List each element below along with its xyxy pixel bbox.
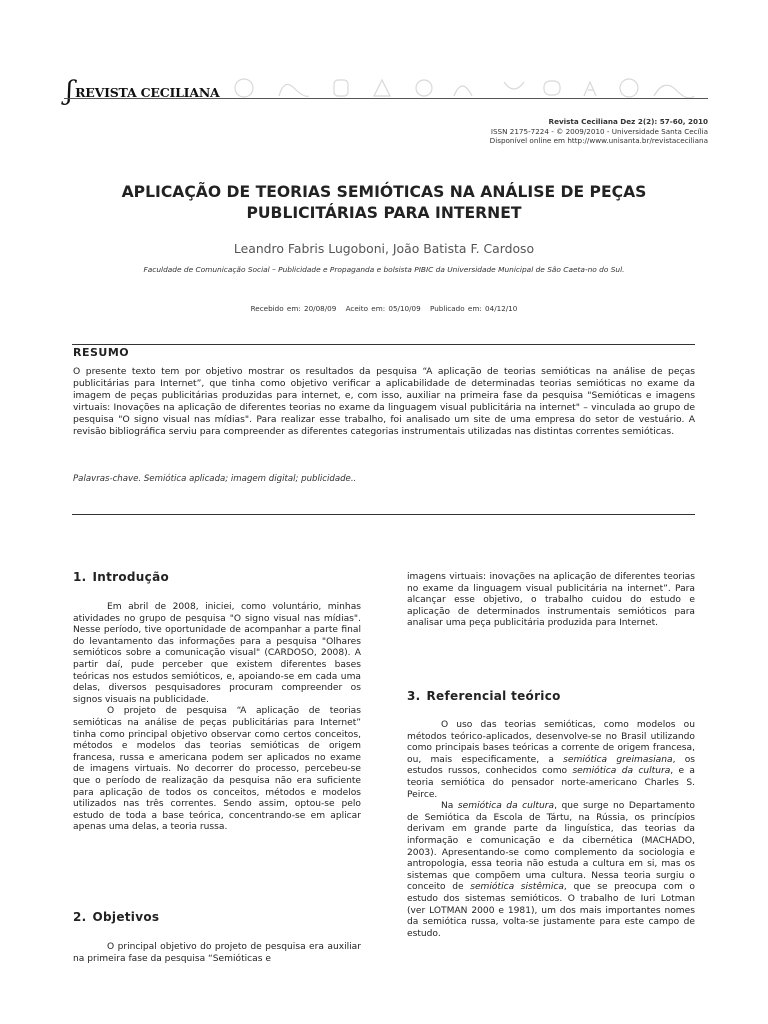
emphasis-term: semiótica sistêmica bbox=[470, 882, 564, 893]
section-heading-referencial bbox=[407, 689, 561, 703]
abstract-top-rule bbox=[72, 344, 695, 345]
intro-paragraph-2: O projeto de pesquisa “A aplicação de teorias semióticas na análise de peças publicitárias para Internet” tinha como principal objetivo observar como certos conceitos, métodos e modelos das teorias semióticas de origem francesa, russa e americana podem ser aplicados no exame de imagens virtuais. No decorrer do processo, percebeu-se que o período de realização da pesquisa não era suficiente para aplicação de todos os conceitos, métodos e modelos utilizados nas três correntes. Sendo assim, optou-se pelo estudo de toda a base teórica, concentrando-se em aplicar apenas uma delas, a teoria russa. bbox=[73, 706, 361, 833]
objetivos-paragraph-1-continued: imagens virtuais: inovações na aplicação de diferentes teorias no exame da linguagem visual publicitária na internet”. Para alcançar esse objetivo, o trabalho cuidou do estudo e aplicação de determinados instrumentais semióticos para analisar uma peça publicitária produzida para Internet. bbox=[407, 572, 695, 629]
accepted-date: Aceito em: 05/10/09 bbox=[345, 304, 421, 313]
emphasis-term: semiótica da cultura bbox=[457, 801, 555, 812]
text-run: , e a teoria semiótica do pensador norte-americano Charles S. Peirce. bbox=[407, 766, 695, 800]
text-run: , os estudos russos, conhecidos como bbox=[407, 754, 695, 777]
intro-body bbox=[73, 602, 361, 834]
intro-paragraph-1: Em abril de 2008, iniciei, como voluntário, minhas atividades no grupo de pesquisa "O signo visual nas mídias". Nesse período, tive oportunidade de acompanhar a parte final do levantamento das informações para a pesquisa "Olhares semióticos sobre a comunicação visual" (CARDOSO, 2008). A partir daí, pude perceber que existem diferentes bases teóricas nos estudos semióticos, e, apoiando-se em cada uma delas, diversos pesquisadores procuram compreender os signos visuais na publicidade. bbox=[73, 602, 361, 705]
article-dates bbox=[70, 304, 698, 313]
article-title bbox=[70, 182, 698, 224]
journal-logo bbox=[66, 78, 220, 104]
text-run: O uso das teorias semióticas, como modelos ou métodos teórico-aplicados, desenvolve-se no Brasil utilizando como principais bases teóricas a corrente de origem francesa, ou, mais especificamente, a bbox=[407, 720, 695, 765]
section-title: Introdução bbox=[92, 570, 170, 584]
text-run: , que se preocupa com o estudo dos sistemas semióticos. O trabalho de Iuri Lotman (ver LOTMAN 2000 e 1981), um dos mais importantes nomes da semiótica russa, volta-se justamente para este campo de estudo. bbox=[407, 882, 695, 939]
text-run: Na bbox=[441, 801, 458, 812]
published-date: Publicado em: 04/12/10 bbox=[430, 304, 518, 313]
referencial-body bbox=[407, 720, 695, 940]
section-title: Referencial teórico bbox=[426, 689, 561, 703]
section-number: 3. bbox=[407, 689, 421, 703]
section-heading-introducao bbox=[73, 570, 169, 584]
journal-issn: ISSN 2175-7224 - © 2009/2010 - Universidade Santa Cecília bbox=[490, 126, 708, 136]
journal-masthead bbox=[64, 76, 708, 108]
section-heading-objetivos bbox=[73, 910, 159, 924]
objetivos-body bbox=[73, 942, 361, 965]
referencial-paragraph-2 bbox=[407, 801, 695, 940]
logo-text: REVISTA CECILIANA bbox=[75, 85, 220, 100]
keywords: Palavras-chave. Semiótica aplicada; imagem digital; publicidade.. bbox=[73, 474, 357, 484]
author-affiliation: Faculdade de Comunicação Social – Publicidade e Propaganda e bolsista PIBIC da Universidade Municipal de São Caeta-no do Sul. bbox=[143, 265, 625, 274]
title-line-1: APLICAÇÃO DE TEORIAS SEMIÓTICAS NA ANÁLISE DE PEÇAS bbox=[121, 183, 647, 201]
emphasis-term: semiótica greimasiana bbox=[563, 754, 673, 765]
objetivos-body-continued bbox=[407, 572, 695, 630]
abstract-heading: RESUMO bbox=[73, 346, 130, 359]
emphasis-term: semiótica da cultura bbox=[572, 766, 671, 777]
logo-emblem-icon: ʃ bbox=[66, 76, 74, 106]
title-line-2: PUBLICITÁRIAS PARA INTERNET bbox=[246, 204, 522, 222]
referencial-paragraph-1 bbox=[407, 720, 695, 801]
journal-citation: Revista Ceciliana Dez 2(2): 57-60, 2010 bbox=[548, 117, 708, 126]
received-date: Recebido em: 20/08/09 bbox=[250, 304, 337, 313]
article-authors: Leandro Fabris Lugoboni, João Batista F. Cardoso bbox=[233, 241, 535, 256]
section-number: 2. bbox=[73, 910, 87, 924]
decorative-ornament-icon bbox=[224, 76, 704, 100]
masthead-rule bbox=[64, 98, 708, 99]
abstract-text: O presente texto tem por objetivo mostrar os resultados da pesquisa “A aplicação de teorias semióticas na análise de peças publicitárias para Internet”, que tinha como objetivo verificar a aplicabilidade de determinadas teorias semióticas no exame da imagem de peças publicitárias produzidas para internet, e, com isso, auxiliar na primeira fase da pesquisa "Semióticas e imagens virtuais: Inovações na aplicação de diferentes teorias no exame da linguagem visual publicitária na internet" – vinculada ao grupo de pesquisa "O signo visual nas mídias". Para realizar esse trabalho, foi analisado um site de uma empresa do setor de vestuário. A revisão bibliográfica serviu para compreender as diferentes categorias instrumentais utilizadas nas distintas correntes semióticas. bbox=[73, 366, 695, 437]
text-run: , que surge no Departamento de Semiótica da Escola de Tártu, na Rússia, os princípios derivam em grande parte da linguística, das teorias da informação e comunicação e da cibernética (MACHADO, 2003). Apresentando-se como complemento da sociologia e antropologia, essa teoria não estuda a cultura em si, mas os sistemas que compõem uma cultura. Nessa teoria surgiu o conceito de bbox=[407, 801, 695, 893]
journal-url: Disponível online em http://www.unisanta.br/revistaceciliana bbox=[489, 136, 708, 146]
section-number: 1. bbox=[73, 570, 87, 584]
abstract-bottom-rule bbox=[72, 514, 695, 515]
journal-info bbox=[490, 117, 708, 146]
objetivos-paragraph-1: O principal objetivo do projeto de pesquisa era auxiliar na primeira fase da pesquisa “Semióticas e bbox=[73, 942, 361, 964]
section-title: Objetivos bbox=[92, 910, 160, 924]
